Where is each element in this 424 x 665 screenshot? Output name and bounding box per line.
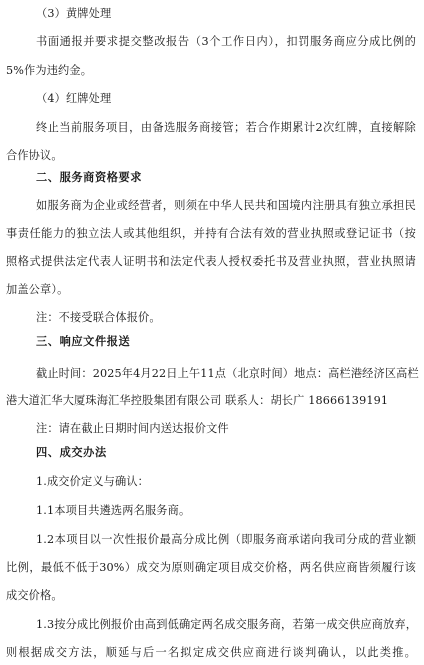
paragraph-line: 5%作为违约金。	[6, 64, 93, 77]
paragraph-line: 书面通报并要求提交整改报告（3个工作日内），扣罚服务商应分成比例的	[36, 35, 416, 48]
yellow-card-subheading: （3）黄牌处理	[36, 7, 112, 20]
paragraph-line: 截止时间：2025年4月22日上午11点（北京时间）地点：高栏港经济区高栏	[36, 367, 419, 380]
paragraph-line: 成交价格。	[6, 589, 63, 602]
note-line: 注：不接受联合体报价。	[36, 311, 161, 324]
red-card-subheading: （4）红牌处理	[36, 92, 112, 105]
paragraph-line: 则根据成交方法，顺延与后一名拟定成交供应商进行谈判确认，以此类推。	[6, 646, 416, 659]
paragraph-line: 合作协议。	[6, 149, 63, 162]
paragraph-line: 照格式提供法定代表人证明书和法定代表人授权委托书及营业执照，营业执照请	[6, 255, 416, 268]
paragraph-line: 比例，最低不低于30%）成交为原则确定项目成交价格，两名供应商皆须履行该	[6, 561, 416, 574]
note-line: 注：请在截止日期时间内送达报价文件	[36, 422, 229, 435]
paragraph-line: 港大道汇华大厦珠海汇华控股集团有限公司 联系人：胡长广 18666139191	[6, 394, 389, 407]
paragraph-line: 加盖公章）。	[6, 283, 69, 296]
paragraph-line: 如服务商为企业或经营者，则须在中华人民共和国境内注册具有独立承担民	[36, 199, 416, 212]
clause-line: 1.1本项目共遴选两名服务商。	[36, 504, 191, 517]
section-heading-award-method: 四、成交办法	[36, 446, 107, 459]
paragraph-line: 1.2本项目以一次性报价最高分成比例（即服务商承诺向我司分成的营业额	[36, 533, 416, 546]
paragraph-line: 事责任能力的独立法人或其他组织，并持有合法有效的营业执照或登记证书（按	[6, 227, 416, 240]
section-heading-qualifications: 二、服务商资格要求	[36, 171, 143, 184]
section-heading-submission: 三、响应文件报送	[36, 335, 131, 348]
clause-line: 1.成交价定义与确认：	[36, 475, 150, 488]
paragraph-line: 1.3按分成比例报价由高到低确定两名成交服务商，若第一成交供应商放弃，	[36, 618, 418, 631]
paragraph-line: 终止当前服务项目，由备选服务商接管；若合作期累计2次红牌，直接解除	[36, 121, 416, 134]
